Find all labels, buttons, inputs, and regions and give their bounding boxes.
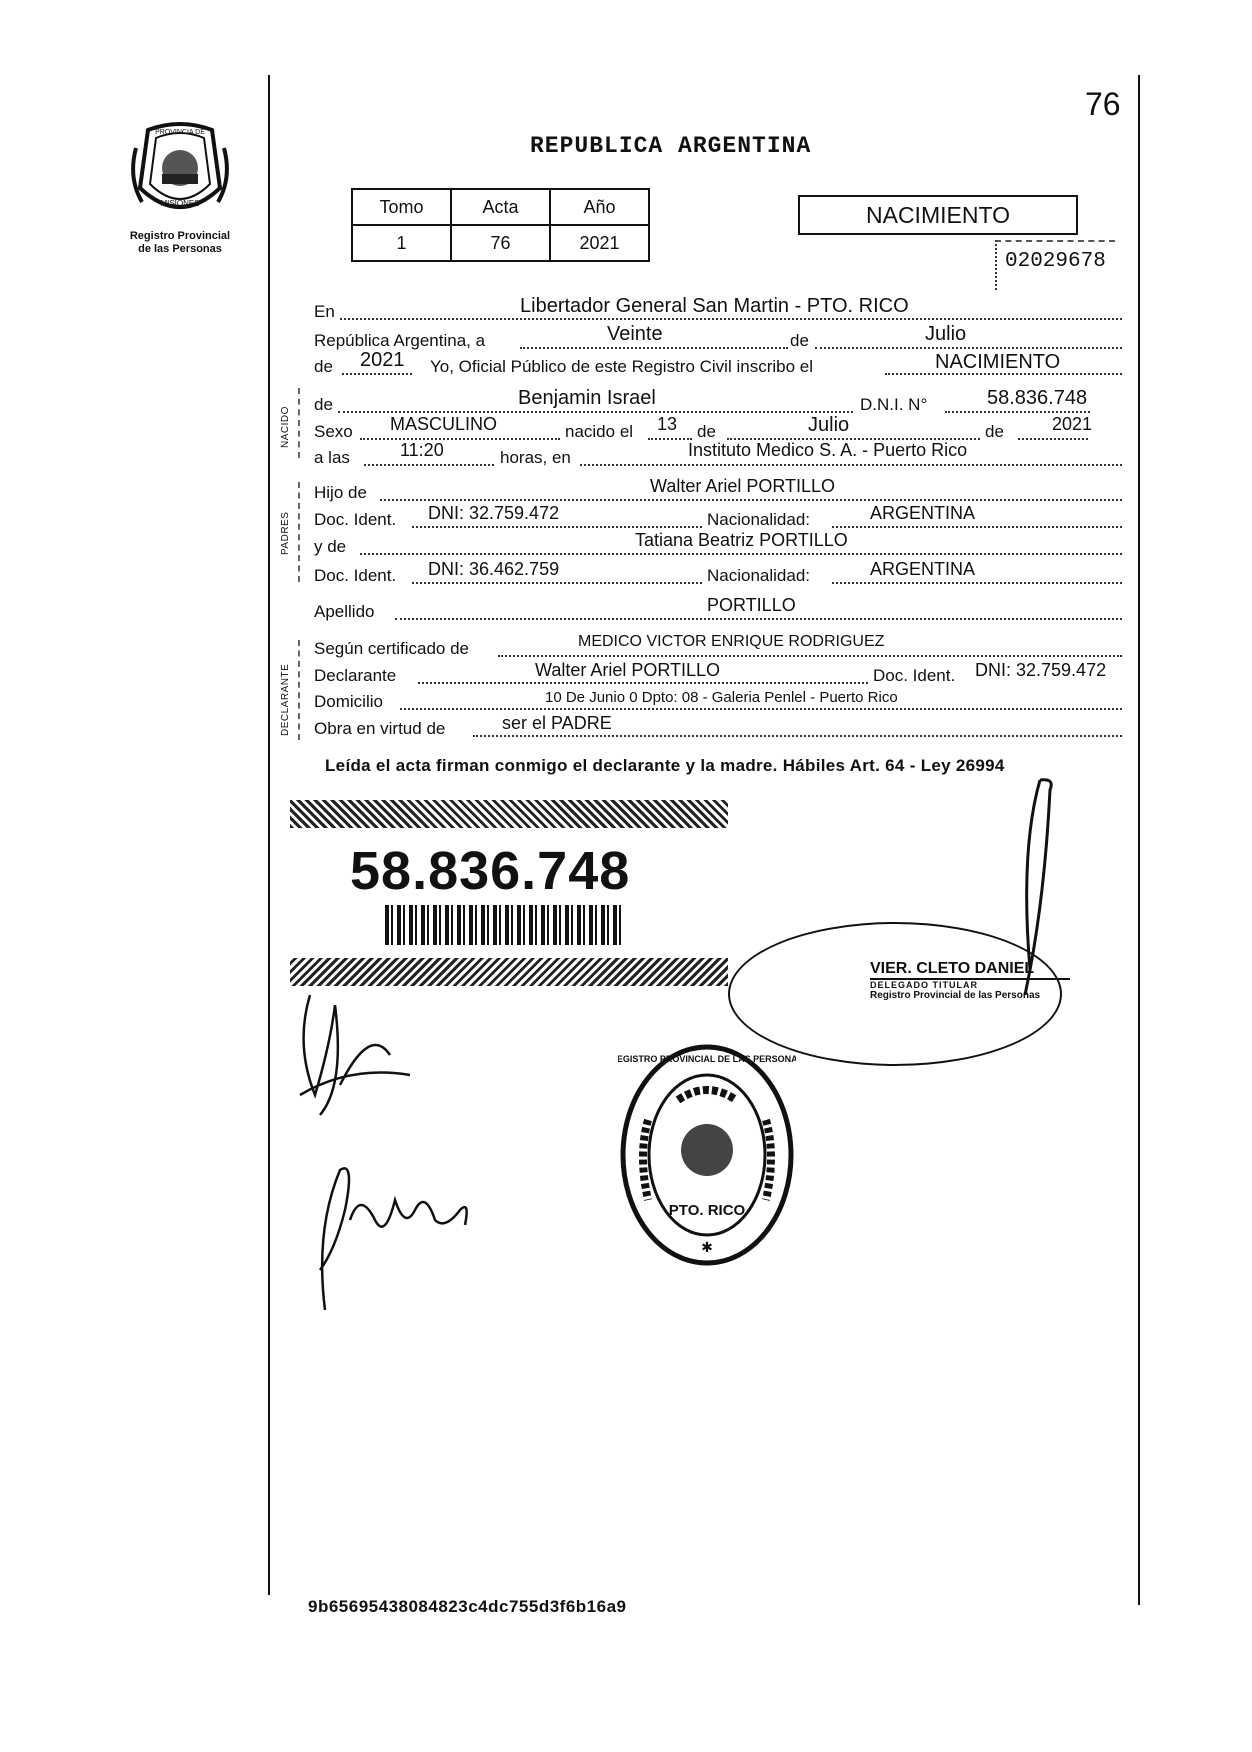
registry-header-tomo: Tomo <box>352 189 451 225</box>
signature-madre <box>295 1150 485 1320</box>
nombre-dots <box>338 411 853 413</box>
mes-dots <box>815 347 1122 349</box>
nacido-dni: 58.836.748 <box>987 387 1088 409</box>
seal-inner-text: PTO. RICO <box>668 1202 746 1219</box>
apellido-value: PORTILLO <box>707 595 796 615</box>
decl-value: Walter Ariel PORTILLO <box>535 660 721 680</box>
dom-dots <box>400 708 1122 710</box>
decl-doc-label: Doc. Ident. <box>873 666 956 685</box>
padre-dots <box>380 499 1122 501</box>
nacido-el-label: nacido el <box>565 422 634 441</box>
sexo-dots <box>360 438 560 440</box>
registry-tomo: 1 <box>352 225 451 261</box>
yde-label: y de <box>314 537 347 556</box>
nacido-mes: Julio <box>808 414 850 436</box>
sticker-pattern-bottom <box>290 958 728 986</box>
page-title: REPUBLICA ARGENTINA <box>530 133 812 159</box>
obra-label: Obra en virtud de <box>314 719 446 738</box>
obra-value: ser el PADRE <box>502 713 612 733</box>
dom-label: Domicilio <box>314 692 383 711</box>
dia-dots <box>520 347 788 349</box>
registry-header-acta: Acta <box>451 189 550 225</box>
tipo-value: NACIMIENTO <box>935 351 1061 373</box>
obra-dots <box>473 735 1122 737</box>
section-nacido: NACIDO <box>280 406 291 448</box>
de-label: de <box>790 331 809 350</box>
cert-label: Según certificado de <box>314 639 469 658</box>
alas-label: a las <box>314 448 350 467</box>
padre-nac: ARGENTINA <box>870 503 976 523</box>
madre-doc-dots <box>412 582 702 584</box>
padres-separator <box>298 482 302 582</box>
official-org: Registro Provincial de las Personas <box>870 990 1041 1001</box>
logo-caption-line2: de las Personas <box>138 243 222 255</box>
logo-text-bottom: MISIONES <box>160 199 200 208</box>
apellido-label: Apellido <box>314 602 375 621</box>
serial-number: 02029678 <box>1005 250 1106 273</box>
dia-nac-dots <box>648 438 692 440</box>
act-type-box <box>798 195 1078 235</box>
horas-label: horas, en <box>500 448 571 467</box>
logo-text-top: PROVINCIA DE <box>155 129 205 136</box>
official-name: VIER. CLETO DANIEL <box>870 960 1070 980</box>
right-margin-rule <box>1138 75 1140 1605</box>
decl-label: Declarante <box>314 666 397 685</box>
dom-value: 10 De Junio 0 Dpto: 08 - Galeria Penlel - Puerto Rico <box>545 689 898 706</box>
registry-anio: 2021 <box>550 225 649 261</box>
padre-doc: DNI: 32.759.472 <box>428 503 560 523</box>
dni-label: D.N.I. N° <box>860 395 928 414</box>
round-seal <box>618 1040 796 1270</box>
cert-dots <box>498 655 1122 657</box>
anio-nac-dots <box>1018 438 1088 440</box>
de2-label: de <box>314 357 333 376</box>
nacido-nombre: Benjamin Israel <box>518 387 656 409</box>
madre-doc-label: Doc. Ident. <box>314 566 397 585</box>
padre-doc-dots <box>412 526 702 528</box>
page-number: 76 <box>1085 86 1121 122</box>
mes-value: Julio <box>925 323 967 345</box>
en-dots <box>340 318 1122 320</box>
nacido-lugar: Instituto Medico S. A. - Puerto Rico <box>688 440 968 460</box>
hijo-label: Hijo de <box>314 483 367 502</box>
padre-nac-label: Nacionalidad: <box>707 510 811 529</box>
registry-header-anio: Año <box>550 189 649 225</box>
sticker-pattern-top <box>290 800 728 828</box>
lugar-dots <box>580 464 1122 466</box>
cert-value: MEDICO VICTOR ENRIQUE RODRIGUEZ <box>578 633 885 650</box>
seal-outer-text: REGISTRO PROVINCIAL DE LAS PERSONAS <box>618 1054 796 1064</box>
sticker-number: 58.836.748 <box>350 841 631 901</box>
left-margin-rule <box>268 75 270 1595</box>
province-logo <box>128 118 232 228</box>
padre-doc-label: Doc. Ident. <box>314 510 397 529</box>
anio-value: 2021 <box>360 349 405 371</box>
en-value: Libertador General San Martin - PTO. RICO <box>520 295 909 317</box>
nacido-hora: 11:20 <box>400 440 444 460</box>
sexo-label: Sexo <box>314 422 353 441</box>
decl-doc: DNI: 32.759.472 <box>975 660 1107 680</box>
registry-table <box>351 188 650 262</box>
nacido-anio: 2021 <box>1052 414 1093 434</box>
nacido-de-label: de <box>314 395 333 414</box>
republica-label: República Argentina, a <box>314 331 486 350</box>
decl-dots <box>418 682 868 684</box>
madre-nac-dots <box>832 582 1122 584</box>
padre-nac-dots <box>832 526 1122 528</box>
section-padres: PADRES <box>280 511 291 555</box>
serial-box <box>995 240 1115 290</box>
seal-star-icon: ✱ <box>701 1239 713 1255</box>
dni-dots <box>945 411 1090 413</box>
madre-dots <box>360 553 1122 555</box>
dni-sticker <box>290 800 728 986</box>
sticker-barcode <box>385 905 625 945</box>
closing-note: Leída el acta firman conmigo el declarante y la madre. Hábiles Art. 64 - Ley 26994 <box>325 756 1005 775</box>
anio-dots <box>342 373 412 375</box>
signature-declarante <box>290 985 430 1135</box>
nacido-sexo: MASCULINO <box>390 414 498 434</box>
madre-nombre: Tatiana Beatriz PORTILLO <box>635 530 848 550</box>
registry-acta: 76 <box>451 225 550 261</box>
document-hash: 9b65695438084823c4dc755d3f6b16a9 <box>308 1597 627 1616</box>
dia-value: Veinte <box>607 323 663 345</box>
hora-dots <box>364 464 494 466</box>
signature-official <box>1010 770 1070 1000</box>
madre-doc: DNI: 36.462.759 <box>428 559 560 579</box>
logo-caption <box>100 230 260 256</box>
nacido-de-label3: de <box>985 422 1004 441</box>
declarante-separator <box>298 640 302 740</box>
madre-nac-label: Nacionalidad: <box>707 566 811 585</box>
apellido-dots <box>395 618 1122 620</box>
official-role: DELEGADO TITULAR <box>870 980 978 990</box>
padre-nombre: Walter Ariel PORTILLO <box>650 476 836 496</box>
act-type-label: NACIMIENTO <box>866 202 1010 228</box>
madre-nac: ARGENTINA <box>870 559 976 579</box>
nacido-de-label2: de <box>697 422 716 441</box>
en-label: En <box>314 302 335 321</box>
nacido-dia: 13 <box>657 414 678 434</box>
logo-caption-line1: Registro Provincial <box>129 230 231 242</box>
section-declarante: DECLARANTE <box>280 663 291 736</box>
yo-text: Yo, Oficial Público de este Registro Civil inscribo el <box>430 357 813 376</box>
nacido-separator <box>298 388 302 458</box>
